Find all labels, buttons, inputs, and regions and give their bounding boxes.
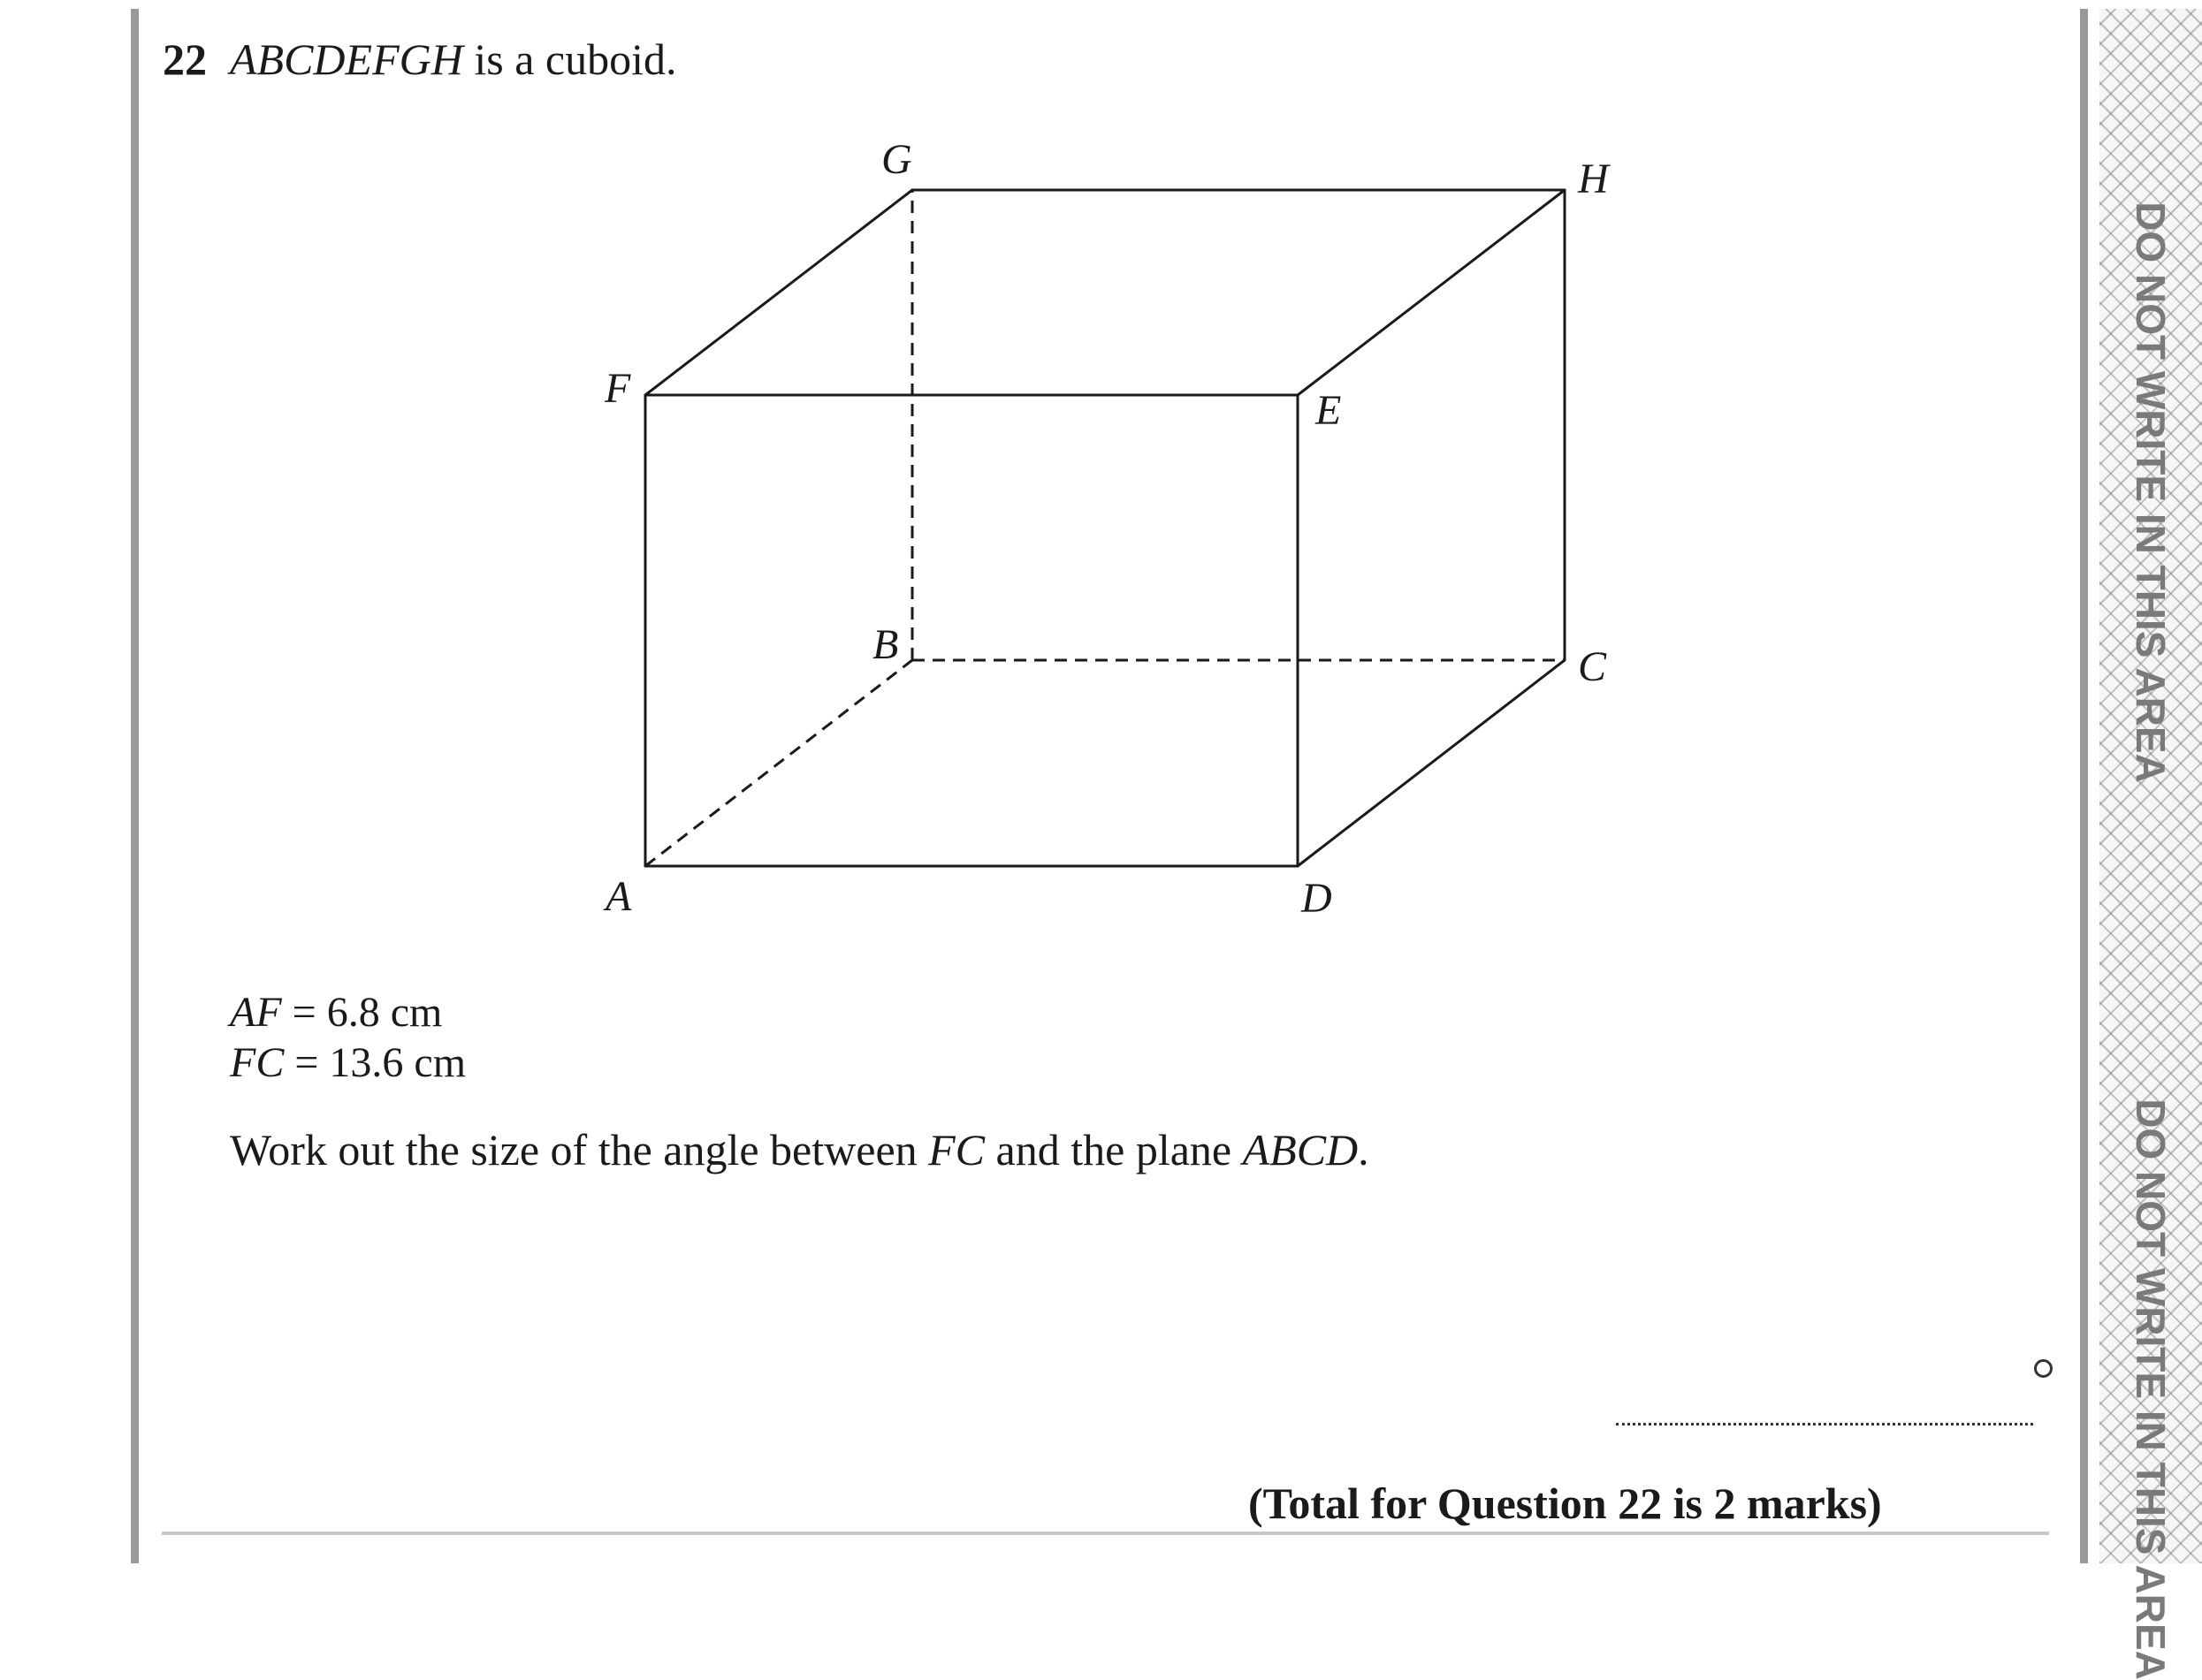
given-fc-term: FC [230, 1039, 285, 1086]
given-fc-value: = 13.6 cm [284, 1039, 467, 1086]
vertex-label-a: A [606, 873, 632, 920]
cuboid-diagram [566, 141, 1662, 954]
edge-he [1298, 190, 1565, 395]
question-number: 22 [163, 34, 207, 84]
answer-line[interactable] [1616, 1423, 2033, 1425]
prompt-part-1: Work out the size of the angle between [230, 1125, 929, 1174]
vertex-label-b: B [872, 621, 899, 668]
question-header [163, 34, 676, 85]
vertex-label-h: H [1578, 156, 1609, 202]
edge-cd [1298, 660, 1565, 866]
given-af-value: = 6.8 cm [281, 989, 443, 1036]
question-statement: is a cuboid. [462, 34, 677, 84]
given-af-term: AF [230, 989, 282, 1036]
margin-notice-top: DO NOT WRITE IN THIS AREA [2128, 201, 2174, 783]
given-af [230, 988, 442, 1037]
bottom-rule [162, 1532, 2049, 1535]
vertex-label-c: C [1578, 643, 1607, 690]
prompt-part-2: and the plane [985, 1125, 1243, 1174]
prompt-term-fc: FC [928, 1125, 986, 1174]
prompt-term-abcd: ABCD [1242, 1125, 1359, 1174]
question-prompt [230, 1124, 1369, 1175]
hidden-edge-ab [645, 660, 912, 866]
total-marks: (Total for Question 22 is 2 marks) [1248, 1479, 1882, 1528]
left-margin-rule [131, 9, 139, 1563]
vertex-label-e: E [1315, 387, 1342, 434]
margin-notice-bottom: DO NOT WRITE IN THIS AREA [2128, 1098, 2174, 1680]
vertex-label-f: F [605, 365, 631, 412]
edge-fg [645, 190, 912, 395]
prompt-part-3: . [1358, 1125, 1369, 1174]
given-fc [230, 1038, 466, 1087]
vertex-label-d: D [1301, 875, 1332, 922]
cuboid-name: ABCDEFGH [230, 34, 463, 84]
degree-symbol [2034, 1359, 2053, 1378]
vertex-label-g: G [881, 141, 912, 183]
right-margin-rule [2080, 9, 2088, 1563]
